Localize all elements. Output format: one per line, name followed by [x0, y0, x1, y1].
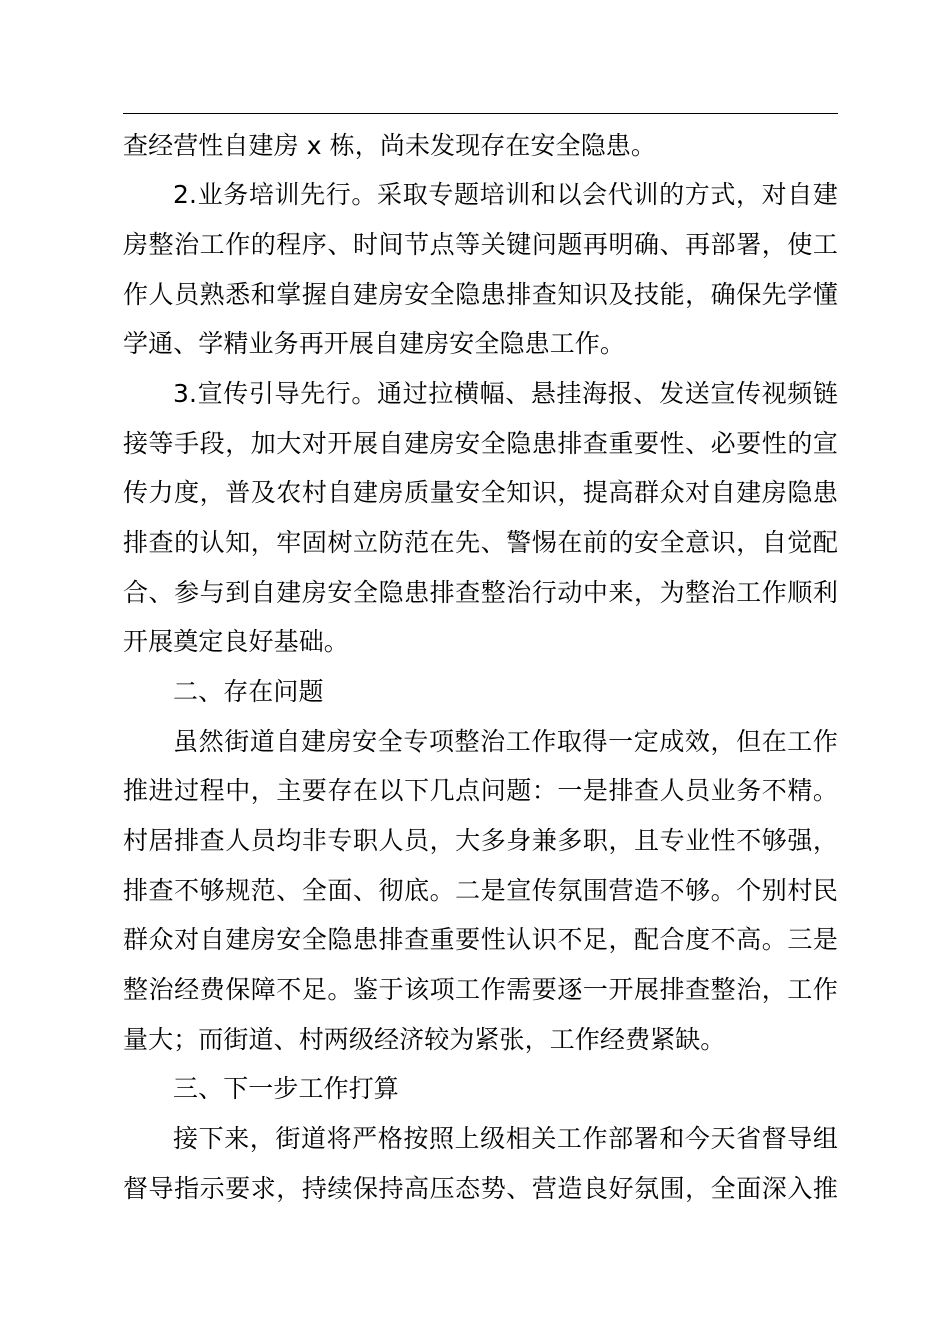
text-line: 接下来，街道将严格按照上级相关工作部署和今天省督导组 — [173, 1124, 838, 1153]
text-line: 群众对自建房安全隐患排查重要性认识不足，配合度不高。三是 — [123, 925, 838, 954]
section-heading: 三、下一步工作打算 — [173, 1074, 399, 1103]
text-line: 开展奠定良好基础。 — [123, 627, 349, 656]
text-line: 督导指示要求，持续保持高压态势、营造良好氛围，全面深入推 — [123, 1174, 838, 1203]
text-line: 排查不够规范、全面、彻底。二是宣传氛围营造不够。个别村民 — [123, 876, 838, 905]
header-rule — [123, 113, 838, 114]
text-line: 作人员熟悉和掌握自建房安全隐患排查知识及技能，确保先学懂 — [123, 280, 838, 309]
text-line: 学通、学精业务再开展自建房安全隐患工作。 — [123, 329, 626, 358]
text-line: 整治经费保障不足。鉴于该项工作需要逐一开展排查整治，工作 — [123, 975, 838, 1004]
section-heading: 二、存在问题 — [173, 677, 324, 706]
text-line: 传力度，普及农村自建房质量安全知识，提高群众对自建房隐患 — [123, 478, 838, 507]
text-line: 村居排查人员均非专职人员，大多身兼多职，且专业性不够强， — [123, 826, 838, 855]
text-line: 合、参与到自建房安全隐患排查整治行动中来，为整治工作顺利 — [123, 578, 838, 607]
text-line: 量大；而街道、村两级经济较为紧张，工作经费紧缺。 — [123, 1025, 726, 1054]
text-line: 虽然街道自建房安全专项整治工作取得一定成效，但在工作 — [173, 727, 838, 756]
text-line: 2.业务培训先行。采取专题培训和以会代训的方式，对自建 — [173, 180, 838, 209]
text-line: 接等手段，加大对开展自建房安全隐患排查重要性、必要性的宣 — [123, 429, 838, 458]
text-line: 房整治工作的程序、时间节点等关键问题再明确、再部署，使工 — [123, 230, 838, 259]
text-line: 3.宣传引导先行。通过拉横幅、悬挂海报、发送宣传视频链 — [173, 379, 838, 408]
text-line: 推进过程中，主要存在以下几点问题：一是排查人员业务不精。 — [123, 776, 838, 805]
text-line: 查经营性自建房 x 栋，尚未发现存在安全隐患。 — [123, 131, 656, 160]
text-line: 排查的认知，牢固树立防范在先、警惕在前的安全意识，自觉配 — [123, 528, 838, 557]
